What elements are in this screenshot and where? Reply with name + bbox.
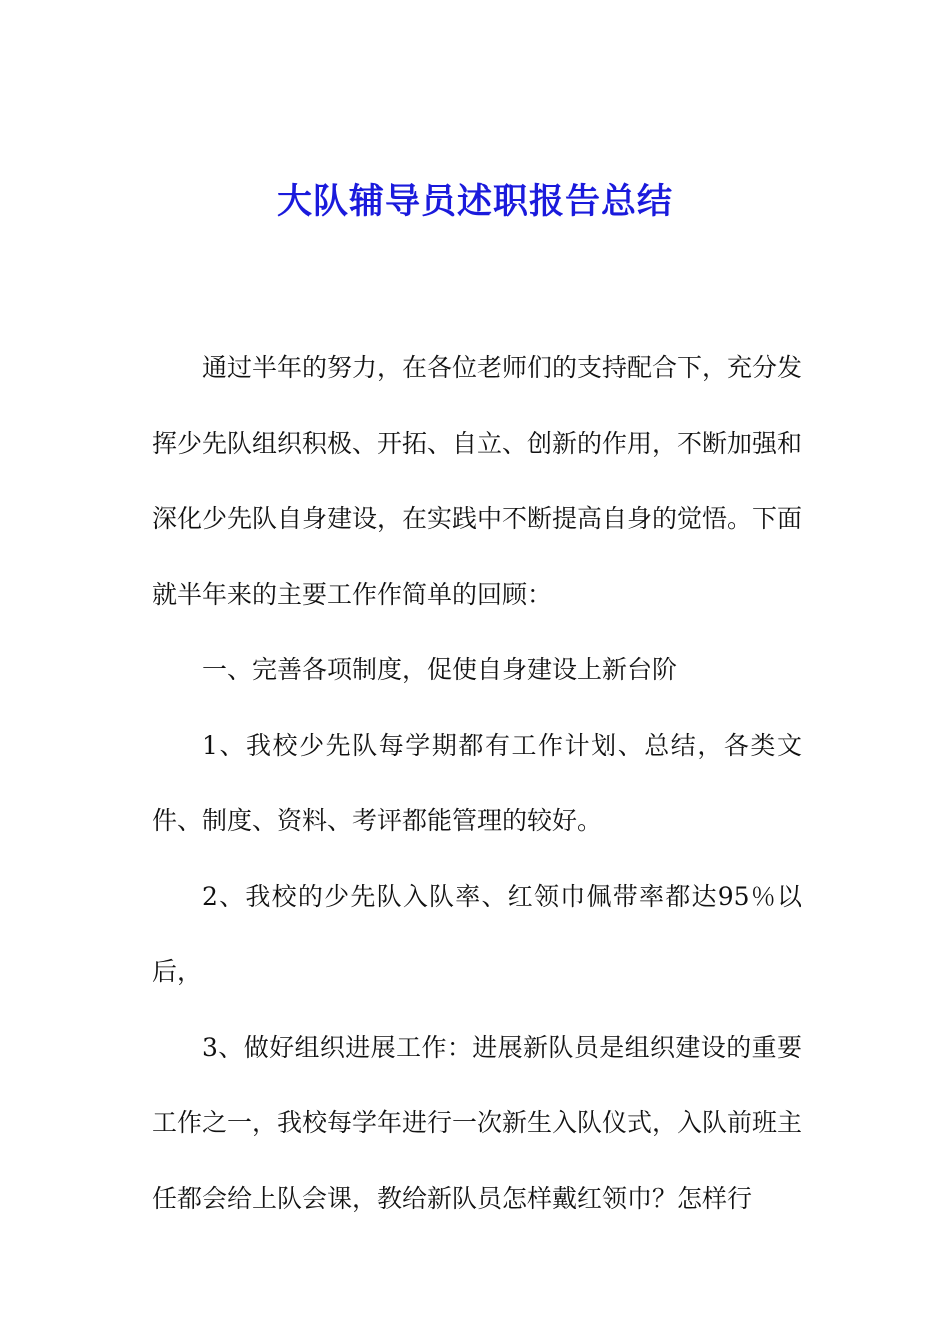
section-heading-1: 一、完善各项制度，促使自身建设上新台阶 (202, 655, 678, 684)
document-title: 大队辅导员述职报告总结 (276, 181, 673, 222)
document-body (152, 330, 802, 1236)
paragraph-item-2: 2、我校的少先队入队率、红领巾佩带率都达95％以后， (152, 881, 802, 986)
paragraph-item-3: 3、做好组织进展工作：进展新队员是组织建设的重要工作之一，我校每学年进行一次新生入队仪式，入队前班主任都会给上队会课，教给新队员怎样戴红领巾？怎样行 (152, 1032, 803, 1213)
paragraph-item-1: 1、我校少先队每学期都有工作计划、总结，各类文件、制度、资料、考评都能管理的较好。 (152, 730, 802, 835)
paragraph-intro: 通过半年的努力，在各位老师们的支持配合下，充分发挥少先队组织积极、开拓、自立、创新的作用，不断加强和深化少先队自身建设，在实践中不断提高自身的觉悟。下面就半年来的主要工作作简单的回顾： (152, 353, 803, 609)
